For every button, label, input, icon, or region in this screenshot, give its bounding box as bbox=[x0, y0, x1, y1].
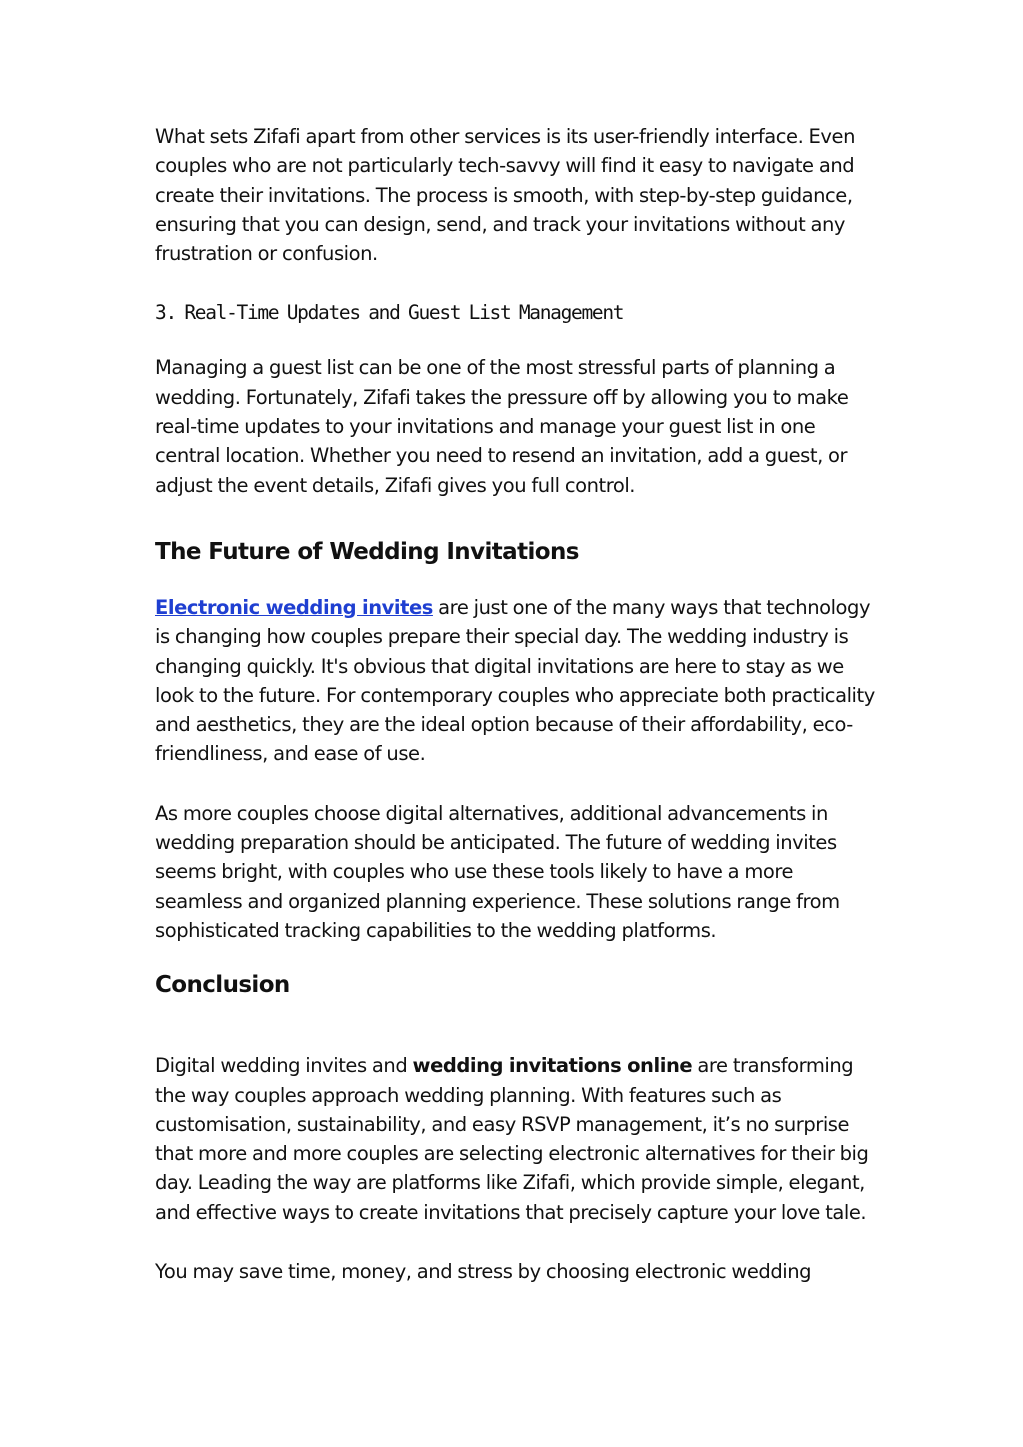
paragraph-future-advancements: As more couples choose digital alternatives, additional advancements in wedding preparation should be anticipated. The future of wedding invites seems bright, with couples who use these tools likely to have a more seamless and organized planning experience. These solutions range from sophisticated tracking capabilities to the wedding platforms. bbox=[155, 801, 840, 942]
conclusion-text-after: are transforming the way couples approach wedding planning. With features such as customisation, sustainability, and easy RSVP management, it’s no surprise that more and more couples are selecting electronic alternatives for their big day. Leading the way are platforms like Zifafi, which provide simple, elegant, and effective ways to create invitations that precisely capture your love tale. bbox=[155, 1054, 869, 1224]
heading-future-of-wedding-invitations: The Future of Wedding Invitations bbox=[155, 538, 579, 565]
paragraph-user-friendly-interface: What sets Zifafi apart from other services is its user-friendly interface. Even couples who are not particularly tech-savvy will find it easy to navigate and create their invitations. The process is smooth, with step-by-step guidance, ensuring that you can design, send, and track your invitations without any frustration or confusion. bbox=[155, 125, 855, 266]
electronic-wedding-invites-link[interactable]: Electronic wedding invites bbox=[155, 595, 433, 619]
document-body bbox=[155, 122, 875, 1286]
paragraph-conclusion-save-time: You may save time, money, and stress by choosing electronic wedding bbox=[155, 1260, 812, 1284]
heading-conclusion: Conclusion bbox=[155, 972, 290, 999]
conclusion-text-before: Digital wedding invites and bbox=[155, 1054, 413, 1078]
paragraph-guest-list-management: Managing a guest list can be one of the most stressful parts of planning a wedding. Fortunately, Zifafi takes the pressure off by allowing you to make real-time updates to your invitations and manage your guest list in one central location. Whether you need to resend an invitation, add a guest, or adjust the event details, Zifafi gives you full control. bbox=[155, 356, 849, 497]
paragraph-future-electronic-invites bbox=[155, 593, 875, 769]
paragraph-future-electronic-invites-text: are just one of the many ways that technology is changing how couples prepare their special day. The wedding industry is changing quickly. It's obvious that digital invitations are here to stay as we look to the future. For contemporary couples who appreciate both practicality and aesthetics, they are the ideal option because of their affordability, eco-friendliness, and ease of use. bbox=[155, 595, 875, 766]
section-heading-real-time-updates: 3. Real-Time Updates and Guest List Management bbox=[155, 301, 624, 325]
conclusion-bold-keyword: wedding invitations online bbox=[412, 1054, 693, 1078]
paragraph-conclusion-digital-invites bbox=[155, 1051, 875, 1227]
